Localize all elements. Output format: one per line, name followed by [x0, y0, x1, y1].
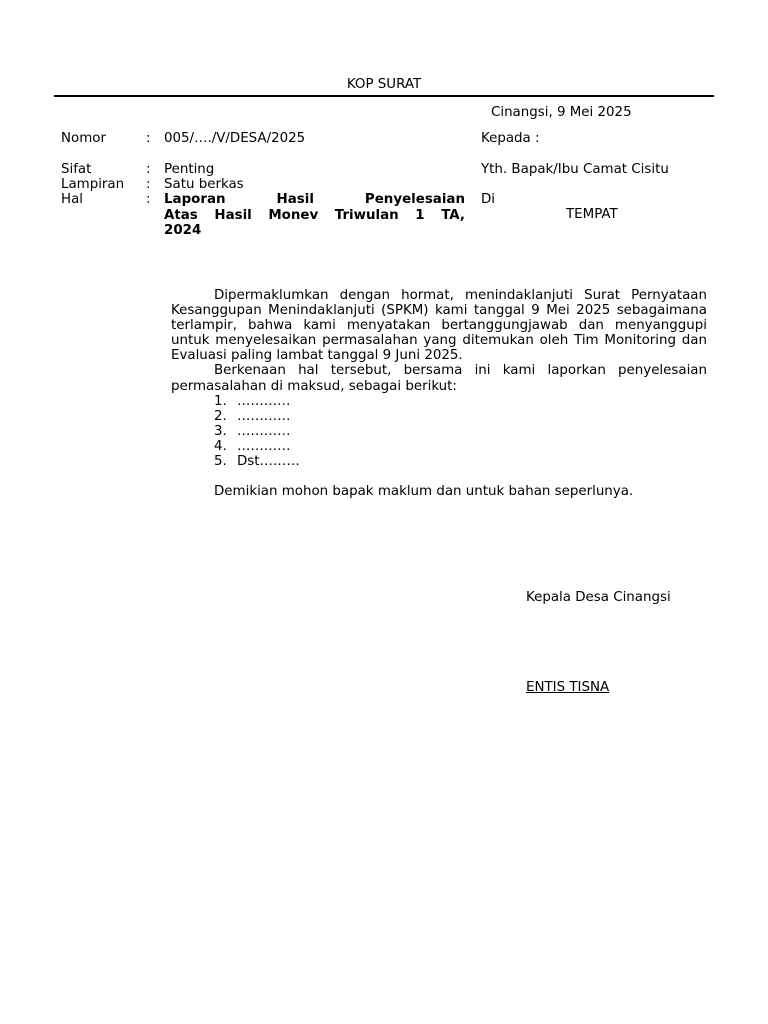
list-number: 3.: [214, 423, 227, 439]
lampiran-label: Lampiran: [61, 177, 125, 192]
list-text: …………: [237, 408, 291, 424]
list-text: Dst………: [237, 454, 300, 470]
sifat-colon: :: [146, 162, 151, 177]
recipient-tempat: TEMPAT: [566, 207, 618, 222]
letter-body: [171, 288, 707, 499]
hal-colon: :: [146, 192, 151, 207]
list-item: [171, 394, 707, 409]
list-number: 5.: [214, 454, 227, 470]
body-paragraph: Berkenaan hal tersebut, bersama ini kami laporkan penyelesaian permasalahan di maksud, sebagai berikut:: [171, 363, 707, 394]
list-item: [171, 409, 707, 424]
hal-line: Laporan Hasil Penyelesaian: [164, 192, 465, 207]
nomor-value: 005/…./V/DESA/2025: [164, 131, 306, 146]
hal-value: [164, 192, 465, 239]
list-item: [171, 454, 707, 469]
signatory-title: Kepala Desa Cinangsi: [526, 590, 671, 605]
sifat-value: Penting: [164, 162, 215, 177]
list-item: [171, 439, 707, 454]
lampiran-value: Satu berkas: [164, 177, 244, 192]
nomor-colon: :: [146, 131, 151, 146]
lampiran-colon: :: [146, 177, 151, 192]
findings-list: [171, 394, 707, 469]
list-text: …………: [237, 438, 291, 454]
letterhead-title: KOP SURAT: [346, 77, 422, 92]
hal-line: 2024: [164, 223, 202, 238]
signatory-name: ENTIS TISNA: [526, 680, 610, 695]
body-paragraph: Dipermaklumkan dengan hormat, menindaklanjuti Surat Pernyataan Kesanggupan Menindaklanjuti (SPKM) kami tanggal 9 Mei 2025 sebagaimana terlampir, bahwa kami menyatakan bertanggungjawab dan menyanggupi untuk menyelesaikan permasalahan yang ditemukan oleh Tim Monitoring dan Evaluasi paling lambat tanggal 9 Juni 2025.: [171, 288, 707, 364]
recipient-kepada: Kepada :: [481, 131, 540, 146]
nomor-label: Nomor: [61, 131, 106, 146]
list-item: [171, 424, 707, 439]
hal-line: Atas Hasil Monev Triwulan 1 TA,: [164, 207, 465, 223]
letter-date: Cinangsi, 9 Mei 2025: [491, 105, 632, 120]
list-text: …………: [237, 423, 291, 439]
hal-label: Hal: [61, 192, 83, 207]
closing-paragraph: Demikian mohon bapak maklum dan untuk bahan seperlunya.: [214, 484, 634, 500]
recipient-yth: Yth. Bapak/Ibu Camat Cisitu: [481, 162, 669, 177]
recipient-di: Di: [481, 192, 496, 207]
list-number: 4.: [214, 438, 227, 454]
list-number: 1.: [214, 393, 227, 409]
letterhead-divider: [54, 95, 714, 97]
list-number: 2.: [214, 408, 227, 424]
list-text: …………: [237, 393, 291, 409]
sifat-label: Sifat: [61, 162, 92, 177]
